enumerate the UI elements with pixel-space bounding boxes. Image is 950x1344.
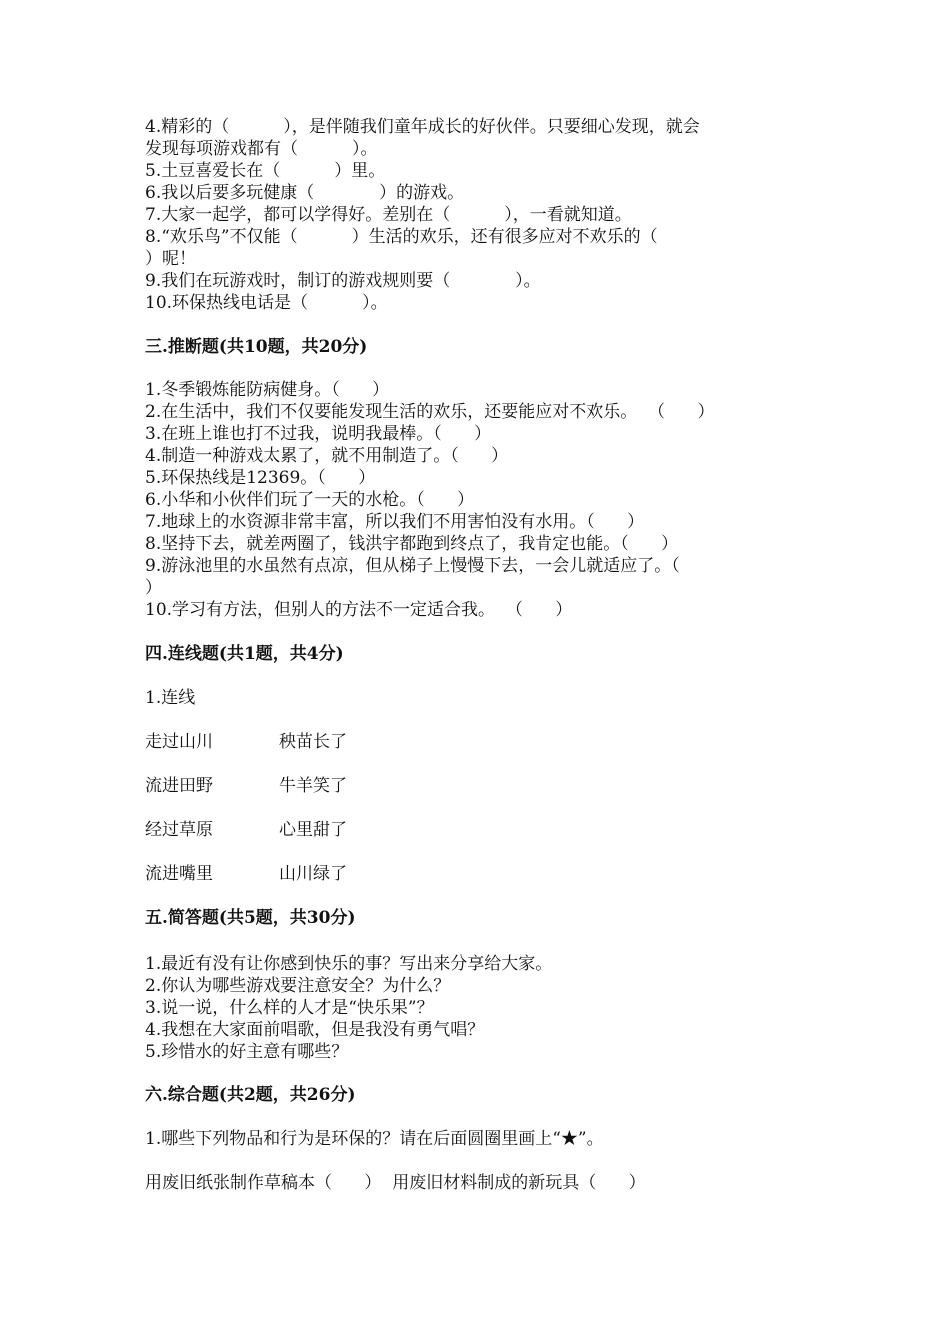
question-item: 8.坚持下去，就差两圈了，钱洪宇都跑到终点了，我肯定也能。（ ）: [145, 534, 679, 554]
question-item: 3.在班上谁也打不过我，说明我最棒。（ ）: [145, 424, 492, 444]
match-right-item: 牛羊笑了: [279, 776, 347, 796]
match-left-item: 流进嘴里: [145, 864, 213, 884]
match-right-item: 山川绿了: [279, 864, 347, 884]
match-left-item: 经过草原: [145, 820, 213, 840]
question-item: 1.最近有没有让你感到快乐的事？写出来分享给大家。: [145, 954, 553, 974]
question-item: 6.小华和小伙伴们玩了一天的水枪。（ ）: [145, 490, 475, 510]
fill-blank-line: 6.我以后要多玩健康（ ）的游戏。: [145, 183, 465, 203]
fill-blank-line: 8.“欢乐鸟”不仅能（ ）生活的欢乐，还有很多应对不欢乐的（: [145, 227, 658, 247]
question-item: 1.冬季锻炼能防病健身。（ ）: [145, 380, 390, 400]
question-item: 5.珍惜水的好主意有哪些？: [145, 1042, 349, 1062]
fill-blank-line: 发现每项游戏都有（ ）。: [145, 139, 378, 159]
question-item: 4.我想在大家面前唱歌，但是我没有勇气唱？: [145, 1020, 485, 1040]
question-item: 10.学习有方法，但别人的方法不一定适合我。 （ ）: [145, 600, 573, 620]
match-right-item: 秧苗长了: [279, 732, 347, 752]
section-heading: 四.连线题(共1题，共4分): [145, 644, 344, 664]
fill-blank-line: 7.大家一起学，都可以学得好。差别在（ ），一看就知道。: [145, 205, 632, 225]
question-item: 2.在生活中，我们不仅要能发现生活的欢乐，还要能应对不欢乐。 （ ）: [145, 402, 715, 422]
fill-blank-line: 9.我们在玩游戏时，制订的游戏规则要（ ）。: [145, 271, 541, 291]
question-item: 1.哪些下列物品和行为是环保的？请在后面圆圈里画上“★”。: [145, 1129, 604, 1149]
section-heading: 三.推断题(共10题，共20分): [145, 337, 368, 357]
question-item: 2.你认为哪些游戏要注意安全？为什么？: [145, 976, 451, 996]
question-item: 5.环保热线是12369。（ ）: [145, 468, 376, 488]
question-item: 7.地球上的水资源非常丰富，所以我们不用害怕没有水用。（ ）: [145, 512, 645, 532]
fill-blank-line: 5.土豆喜爱长在（ ）里。: [145, 161, 386, 181]
fill-blank-line: 10.环保热线电话是（ ）。: [145, 293, 388, 313]
question-item: 4.制造一种游戏太累了，就不用制造了。（ ）: [145, 446, 509, 466]
fill-blank-line: 4.精彩的（ ），是伴随我们童年成长的好伙伴。只要细心发现，就会: [145, 117, 700, 137]
section-heading: 六.综合题(共2题，共26分): [145, 1085, 356, 1105]
question-item: ）: [145, 578, 162, 598]
match-left-item: 走过山川: [145, 732, 213, 752]
question-item: 3.说一说，什么样的人才是“快乐果”？: [145, 998, 434, 1018]
match-right-item: 心里甜了: [279, 820, 347, 840]
question-item: 1.连线: [145, 688, 196, 708]
question-item: 9.游泳池里的水虽然有点凉，但从梯子上慢慢下去，一会儿就适应了。（: [145, 556, 680, 576]
answer-options: 用废旧纸张制作草稿本（ ） 用废旧材料制成的新玩具（ ）: [145, 1173, 646, 1193]
fill-blank-line: ）呢！: [145, 249, 196, 269]
section-heading: 五.简答题(共5题，共30分): [145, 908, 356, 928]
match-left-item: 流进田野: [145, 776, 213, 796]
